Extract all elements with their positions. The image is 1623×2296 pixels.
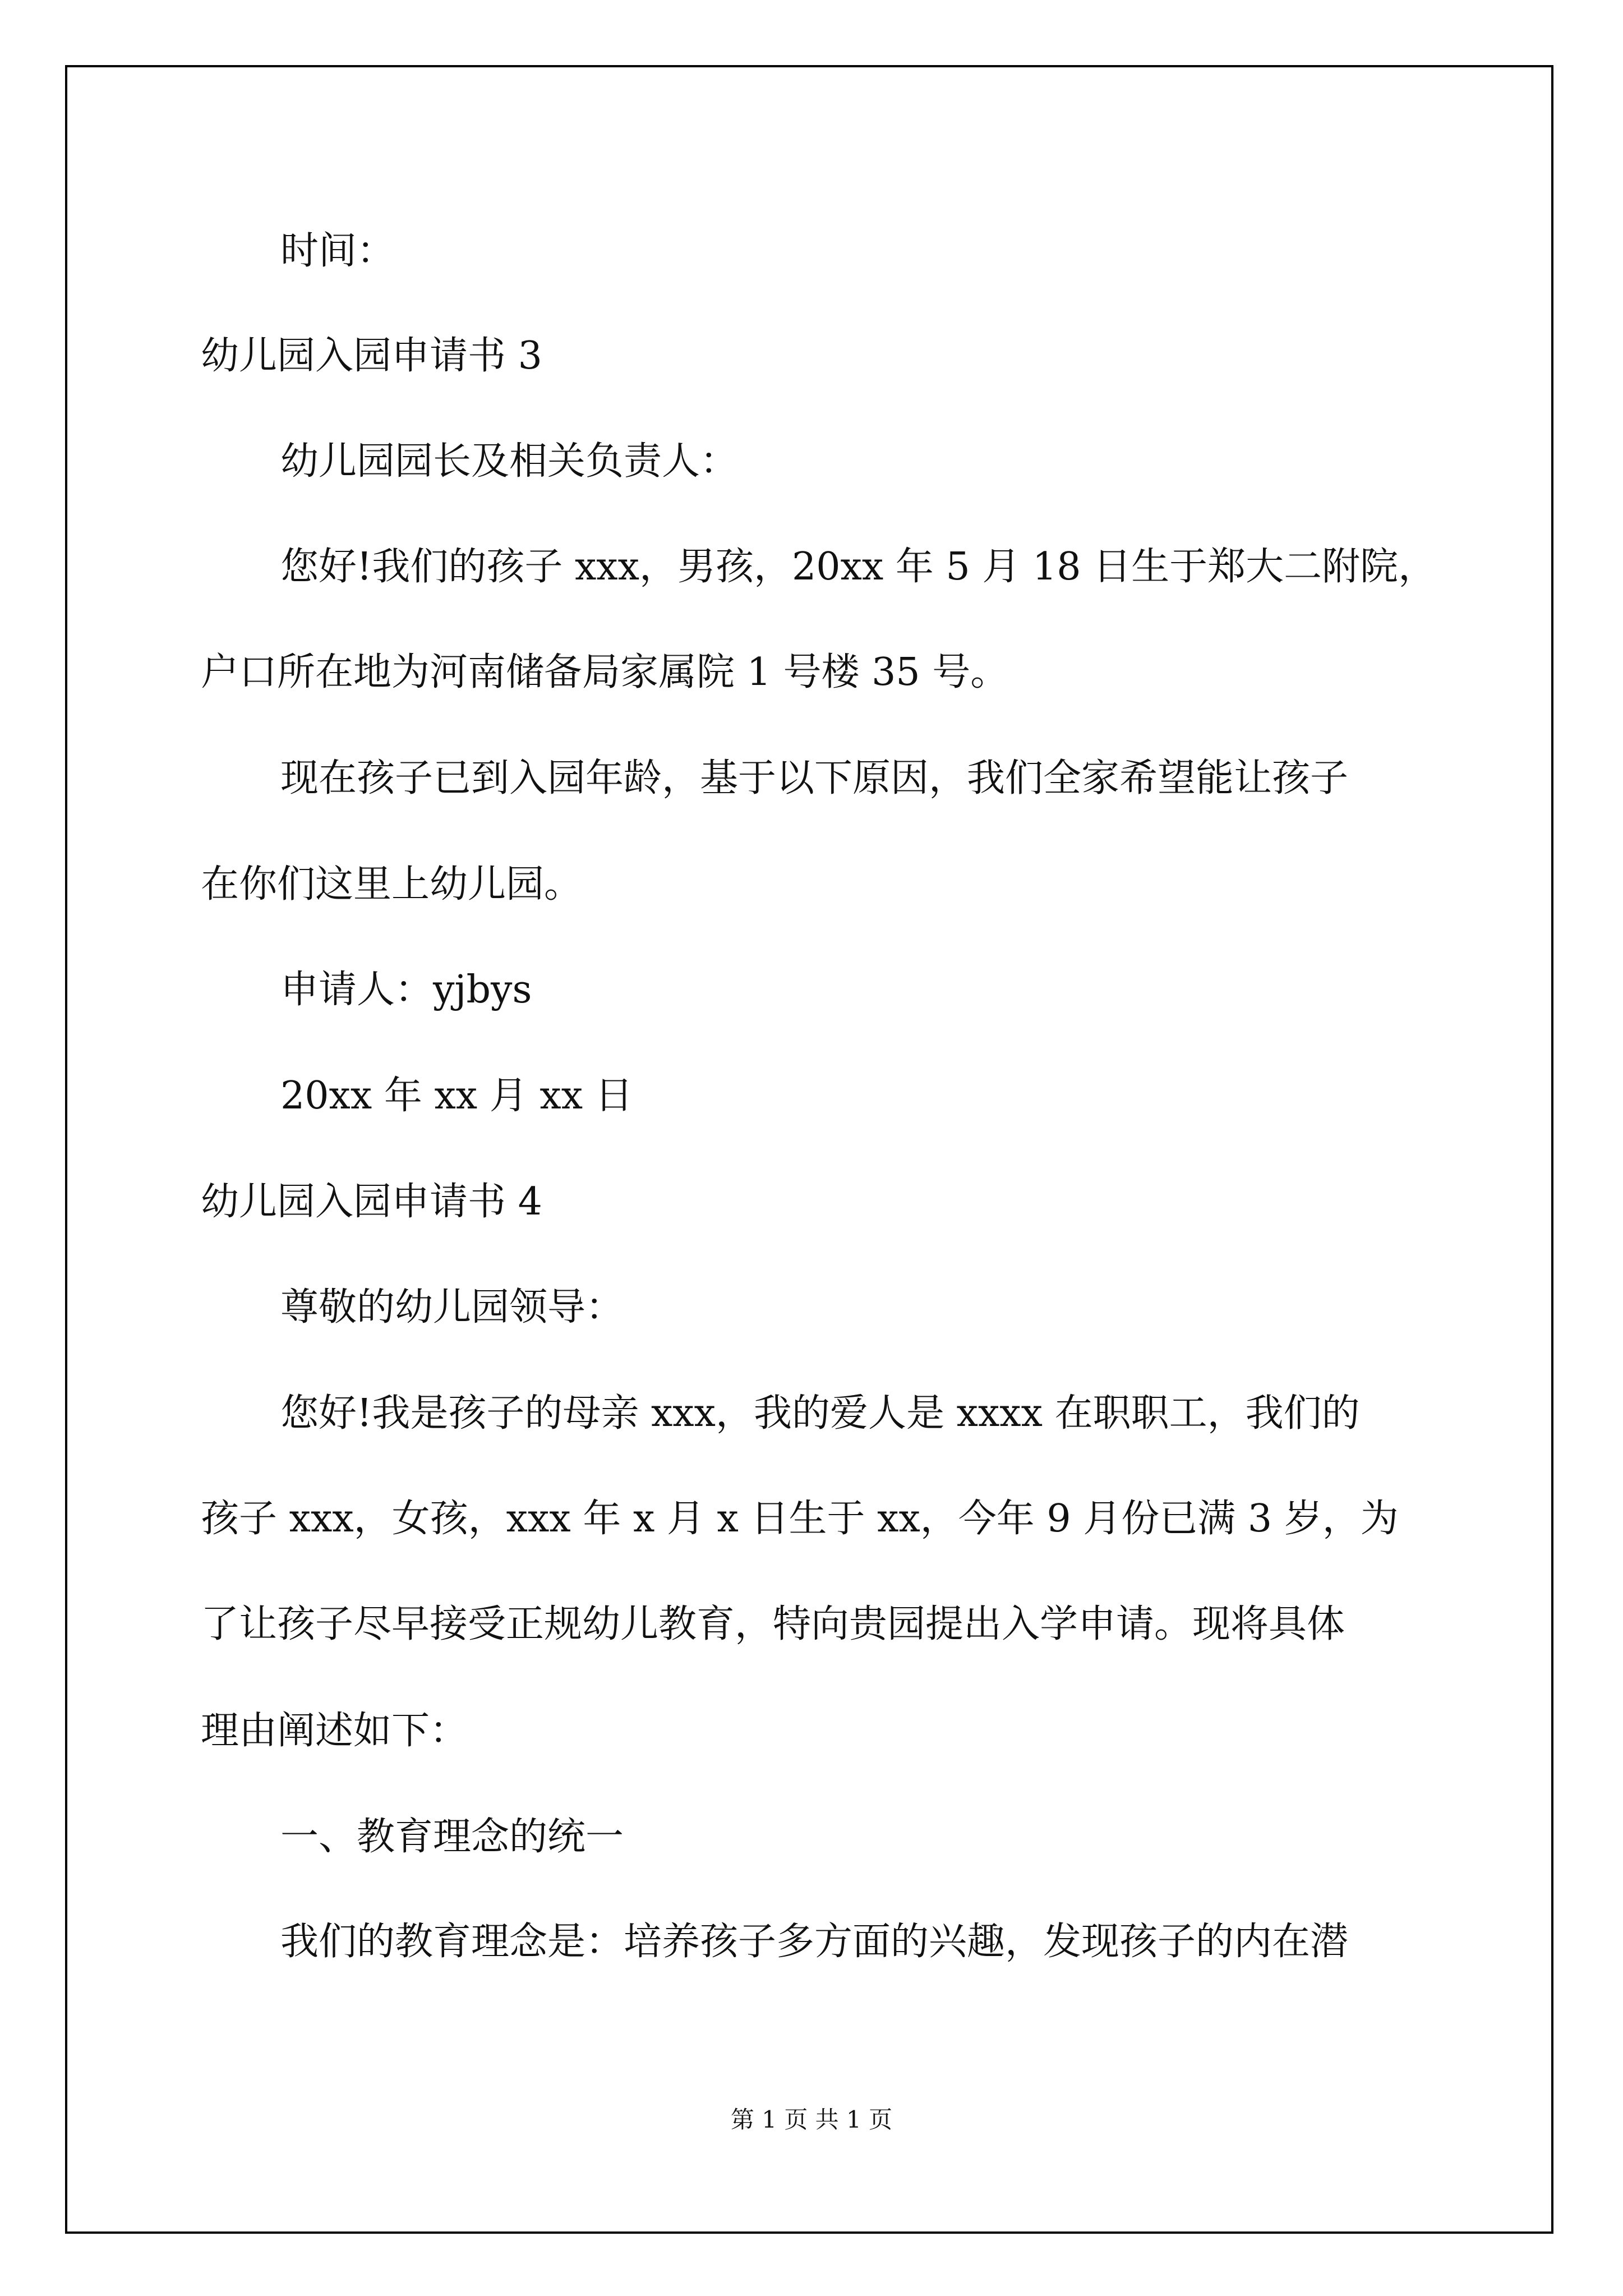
text-line-body: 了让孩子尽早接受正规幼儿教育，特向贵园提出入学申请。现将具体 bbox=[201, 1602, 1345, 1646]
page-footer: 第 1 页 共 1 页 bbox=[730, 2106, 893, 2133]
text-line-body: 孩子 xxx，女孩，xxx 年 x 月 x 日生于 xx，今年 9 月份已满 3 岁，为 bbox=[201, 1497, 1399, 1541]
text-line-body: 理由阐述如下： bbox=[201, 1709, 468, 1753]
text-line-applicant: 申请人：yjbys bbox=[280, 968, 532, 1012]
section-heading-4: 幼儿园入园申请书 4 bbox=[201, 1180, 542, 1224]
text-line-body: 户口所在地为河南储备局家属院 1 号楼 35 号。 bbox=[201, 650, 1009, 694]
text-line-time: 时间： bbox=[280, 229, 395, 273]
text-line-body: 我们的教育理念是：培养孩子多方面的兴趣，发现孩子的内在潜 bbox=[280, 1920, 1349, 1964]
text-line-body: 在你们这里上幼儿园。 bbox=[201, 862, 583, 907]
text-line-body: 您好!我们的孩子 xxx，男孩，20xx 年 5 月 18 日生于郑大二附院， bbox=[280, 545, 1437, 589]
text-line-body: 您好!我是孩子的母亲 xxx，我的爱人是 xxxx 在职职工，我们的 bbox=[280, 1391, 1360, 1435]
subheading-education-philosophy: 一、教育理念的统一 bbox=[280, 1815, 624, 1859]
text-line-salutation-4: 尊敬的幼儿园领导： bbox=[280, 1285, 624, 1329]
text-line-salutation-3: 幼儿园园长及相关负责人： bbox=[280, 439, 739, 484]
page-border bbox=[65, 65, 1553, 2234]
text-line-date: 20xx 年 xx 月 xx 日 bbox=[280, 1074, 633, 1118]
section-heading-3: 幼儿园入园申请书 3 bbox=[201, 334, 542, 378]
text-line-body: 现在孩子已到入园年龄，基于以下原因，我们全家希望能让孩子 bbox=[280, 756, 1349, 800]
